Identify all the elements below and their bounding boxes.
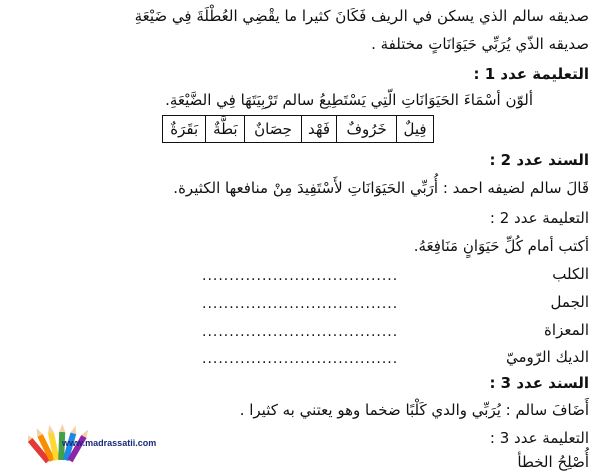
animal-cell[interactable]: فَهْد: [301, 116, 337, 143]
benefit-label: المعزاة: [544, 321, 589, 339]
instruction-2-text: أكتب أمام كُلِّ حَيَوَانٍ مَنَافِعَهُ.: [413, 237, 589, 255]
source-3-text: أَضَافَ سالم : يُرَبِّي والدي كَلْبًا ضخما وهو يعتني به كثيرا .: [239, 401, 589, 419]
source-2-heading: السند عدد 2 :: [489, 151, 589, 169]
answer-line[interactable]: ....................................: [202, 351, 399, 367]
animal-cell[interactable]: بَقَرَةٌ: [163, 116, 206, 143]
animal-cell[interactable]: فِيلٌ: [397, 116, 434, 143]
benefit-label: الكلب: [552, 265, 589, 283]
benefit-label: الجمل: [550, 293, 589, 311]
animal-cell[interactable]: بَطَّةٌ: [206, 116, 245, 143]
animals-table: [162, 115, 434, 143]
answer-line[interactable]: ....................................: [202, 324, 399, 340]
intro-line-1: صديقه سالم الذي يسكن في الريف فَكَانَ كثيرا ما يقْضِي العُطْلَةَ فِي ضَيْعَةِ: [134, 7, 589, 25]
instruction-1-heading: التعليمة عدد 1 :: [473, 65, 589, 83]
intro-line-2: صديقه الذّي يُرَبِّي حَيَوَانَاتٍ مختلفة .: [371, 35, 589, 53]
answer-line[interactable]: ....................................: [202, 268, 399, 284]
logo-url: www.madrassatii.com: [62, 438, 157, 448]
instruction-1-text: ألوّن أسْمَاءَ الحَيَوَانَاتِ الّتِي يَسْتَطِيعُ سالم تَرْبِيَتَهَا فِي الضَّيْعَةِ.: [165, 91, 533, 109]
source-3-heading: السند عدد 3 :: [489, 374, 589, 392]
animal-cell[interactable]: حِصَانٌ: [245, 116, 301, 143]
instruction-2-heading: التعليمة عدد 2 :: [489, 209, 589, 227]
animal-cell[interactable]: خَرُوفٌ: [337, 116, 397, 143]
source-2-text: قَالَ سالم لضيفه احمد : أُرَبِّي الحَيَوَانَاتِ لأَسْتَفِيدَ مِنْ منافعها الكثيرة.: [173, 179, 589, 197]
answer-line[interactable]: ....................................: [202, 296, 399, 312]
instruction-3-heading: التعليمة عدد 3 :: [489, 429, 589, 447]
benefit-label: الديك الرّوميّ: [506, 348, 589, 366]
instruction-3-text: أُصْلِحُ الخطأ: [517, 453, 589, 471]
